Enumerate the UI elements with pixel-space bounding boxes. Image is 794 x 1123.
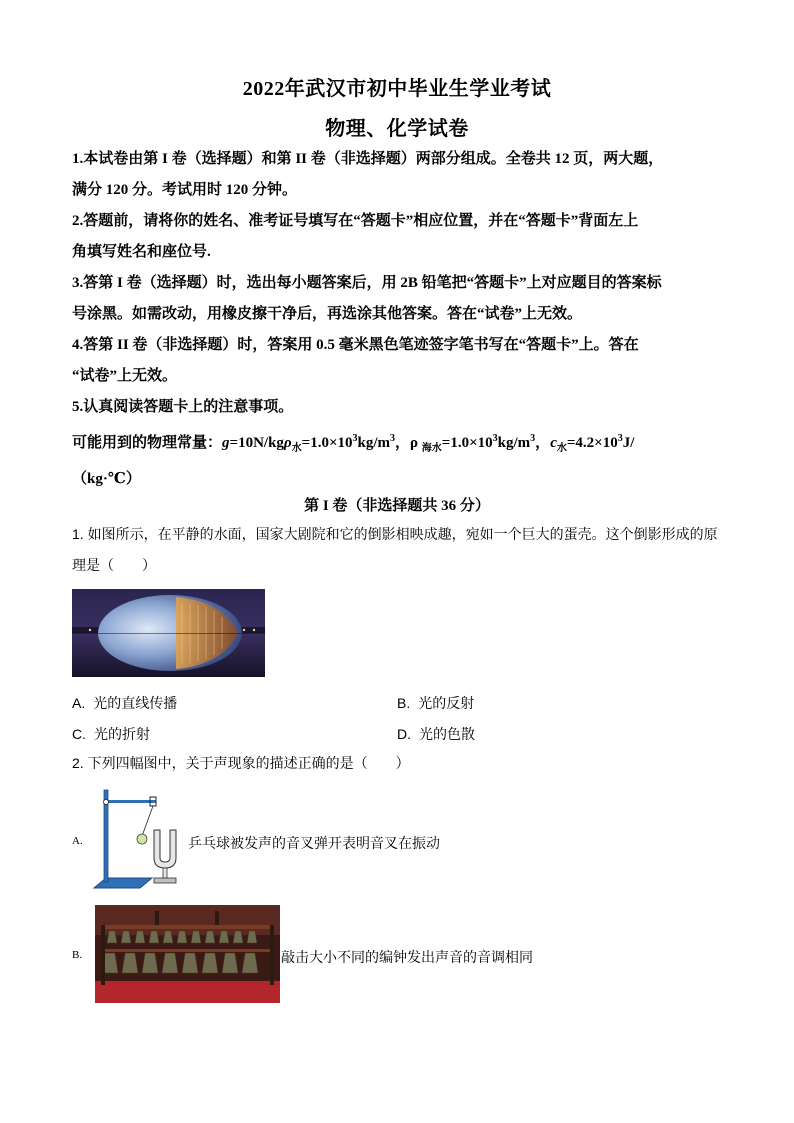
instruction-2-line-1: 2.答题前，请将你的姓名、准考证号填写在“答题卡”相应位置，并在“答题卡”背面左上: [72, 213, 639, 229]
chime-bells-illustration: [95, 905, 280, 1003]
instruction-2-line-2: 角填写姓名和座位号.: [72, 244, 211, 260]
instruction-4-line-1: 4.答第 II 卷（非选择题）时，答案用 0.5 毫米黑色笔迹签字笔书写在“答题卡”上。答在: [72, 337, 639, 353]
question-1-line-1: 1. 如图所示，在平静的水面，国家大剧院和它的倒影相映成趣，宛如一个巨大的蛋壳。这个倒影形成的原: [72, 526, 718, 542]
instruction-1-line-1: 1.本试卷由第 I 卷（选择题）和第 II 卷（非选择题）两部分组成。全卷共 12 页，两大题，: [72, 151, 664, 167]
grand-theatre-photo: [72, 589, 265, 677]
question-1-option-d[interactable]: [397, 724, 475, 744]
question-2-option-a-letter: A.: [72, 835, 83, 847]
instruction-1-line-2: 满分 120 分。考试用时 120 分钟。: [72, 182, 298, 198]
question-2-stem: 2. 下列四幅图中，关于声现象的描述正确的是（ ）: [72, 755, 410, 771]
question-1-stem: [72, 519, 732, 581]
option-text: 光的色散: [419, 726, 475, 742]
question-1-option-c[interactable]: [72, 724, 150, 744]
question-2-option-b-letter: B.: [72, 949, 83, 961]
instruction-4-line-2: “试卷”上无效。: [72, 368, 178, 384]
physics-constants-unit: （kg·℃）: [72, 471, 141, 487]
option-text: 光的直线传播: [93, 695, 178, 711]
option-text: 光的折射: [94, 726, 150, 742]
question-2-option-b-text: 敲击大小不同的编钟发出声音的音调相同: [281, 949, 533, 965]
physics-constants: 可能用到的物理常量：$g=10N/kg\rho_水=1.0\times 10^3kg/m^3$，ρ $_{海水}=1.0\times 10^3kg/m^3$，$c_水=4.2\times 10^3J/$: [72, 433, 635, 454]
tuning-fork-figure: [92, 786, 188, 892]
option-letter: B.: [397, 695, 411, 711]
exam-title: 2022年武汉市初中毕业生学业考试: [242, 78, 552, 100]
instruction-3-line-2: 号涂黑。如需改动，用橡皮擦干净后，再选涂其他答案。答在“试卷”上无效。: [72, 306, 583, 322]
question-1-option-b[interactable]: [397, 693, 474, 713]
grand-theatre-illustration: [72, 589, 265, 677]
exam-subtitle: 物理、化学试卷: [325, 118, 469, 140]
instructions-block: [72, 144, 732, 495]
option-text: 光的反射: [418, 695, 475, 711]
question-1-option-a[interactable]: [72, 693, 177, 713]
instruction-3-line-1: 3.答第 I 卷（选择题）时，选出每小题答案后，用 2B 铅笔把“答题卡”上对应题目的答案标: [72, 275, 662, 291]
option-letter: A.: [72, 695, 86, 711]
question-2-option-a-text: 乒乓球被发声的音叉弹开表明音叉在振动: [188, 835, 440, 851]
instruction-5: 5.认真阅读答题卡上的注意事项。: [72, 399, 294, 415]
option-letter: C.: [72, 726, 86, 742]
chime-bells-photo: [95, 905, 280, 1003]
section-heading: 第 I 卷（非选择题共 36 分）: [304, 498, 490, 514]
option-letter: D.: [397, 726, 411, 742]
question-1-line-2: 理是（ ）: [72, 557, 156, 573]
tuning-fork-illustration: [92, 786, 188, 892]
